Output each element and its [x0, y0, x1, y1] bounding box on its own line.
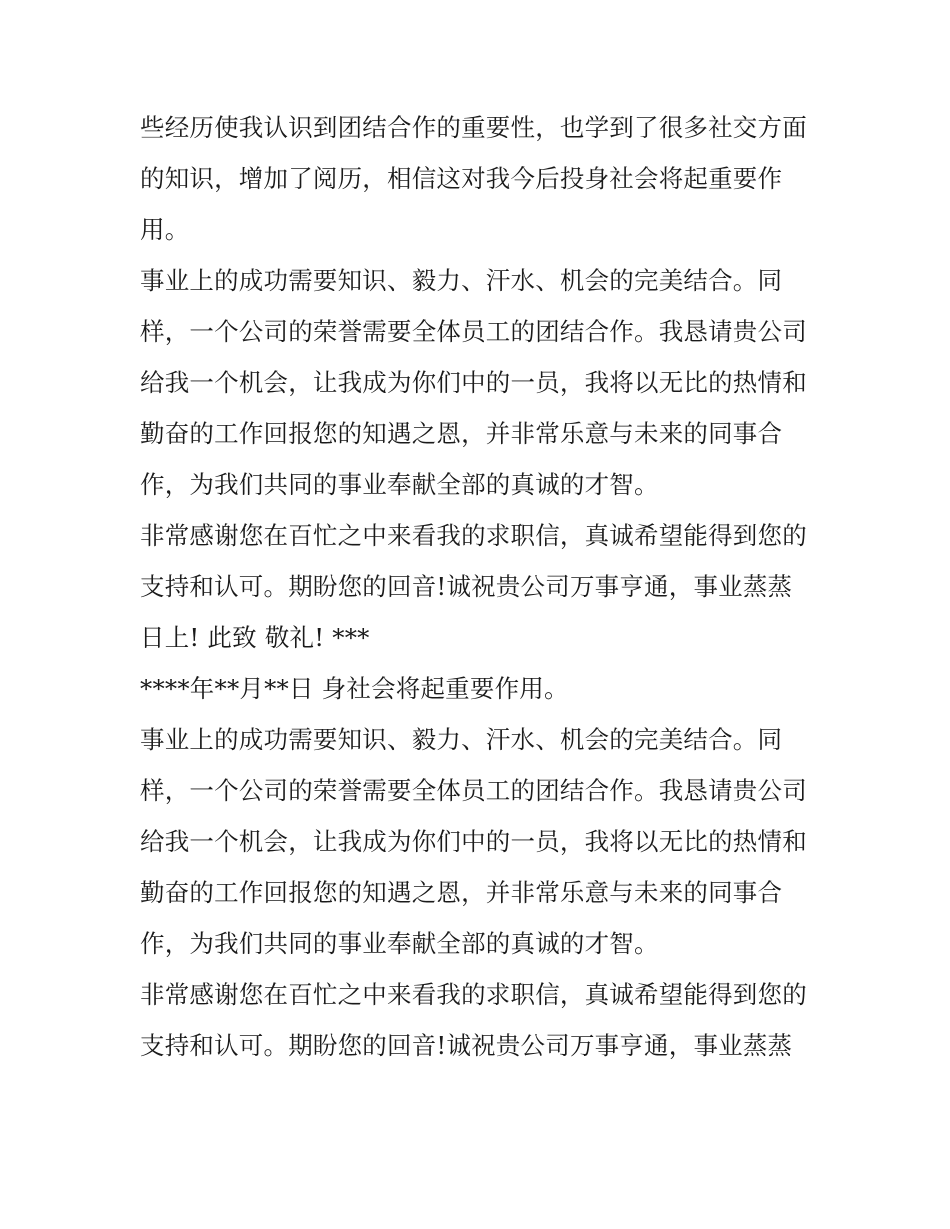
text-line: 支持和认可。期盼您的回音!诚祝贵公司万事亨通，事业蒸蒸 [140, 1031, 793, 1060]
text-line: 些经历使我认识到团结合作的重要性，也学到了很多社交方面 [140, 113, 807, 142]
text-line: 的知识，增加了阅历，相信这对我今后投身社会将起重要作 [140, 164, 783, 193]
text-line: 用。 [140, 215, 190, 244]
text-line: 作，为我们共同的事业奉献全部的真诚的才智。 [140, 929, 659, 958]
text-line: 作，为我们共同的事业奉献全部的真诚的才智。 [140, 470, 659, 499]
text-line: 事业上的成功需要知识、毅力、汗水、机会的完美结合。同 [140, 266, 783, 295]
text-line: 事业上的成功需要知识、毅力、汗水、机会的完美结合。同 [140, 725, 783, 754]
text-line: 勤奋的工作回报您的知遇之恩，并非常乐意与未来的同事合 [140, 419, 783, 448]
text-line: 非常感谢您在百忙之中来看我的求职信，真诚希望能得到您的 [140, 980, 807, 1009]
text-line: 日上! 此致 敬礼! *** [140, 623, 370, 652]
text-line: 样，一个公司的荣誉需要全体员工的团结合作。我恳请贵公司 [140, 317, 807, 346]
text-line: 支持和认可。期盼您的回音!诚祝贵公司万事亨通，事业蒸蒸 [140, 572, 793, 601]
document-body [140, 102, 820, 1071]
text-line: 给我一个机会，让我成为你们中的一员，我将以无比的热情和 [140, 827, 807, 856]
text-line: 样，一个公司的荣誉需要全体员工的团结合作。我恳请贵公司 [140, 776, 807, 805]
text-line: 勤奋的工作回报您的知遇之恩，并非常乐意与未来的同事合 [140, 878, 783, 907]
text-line: 非常感谢您在百忙之中来看我的求职信，真诚希望能得到您的 [140, 521, 807, 550]
text-line: 给我一个机会，让我成为你们中的一员，我将以无比的热情和 [140, 368, 807, 397]
text-line: ****年**月**日 身社会将起重要作用。 [140, 674, 569, 703]
